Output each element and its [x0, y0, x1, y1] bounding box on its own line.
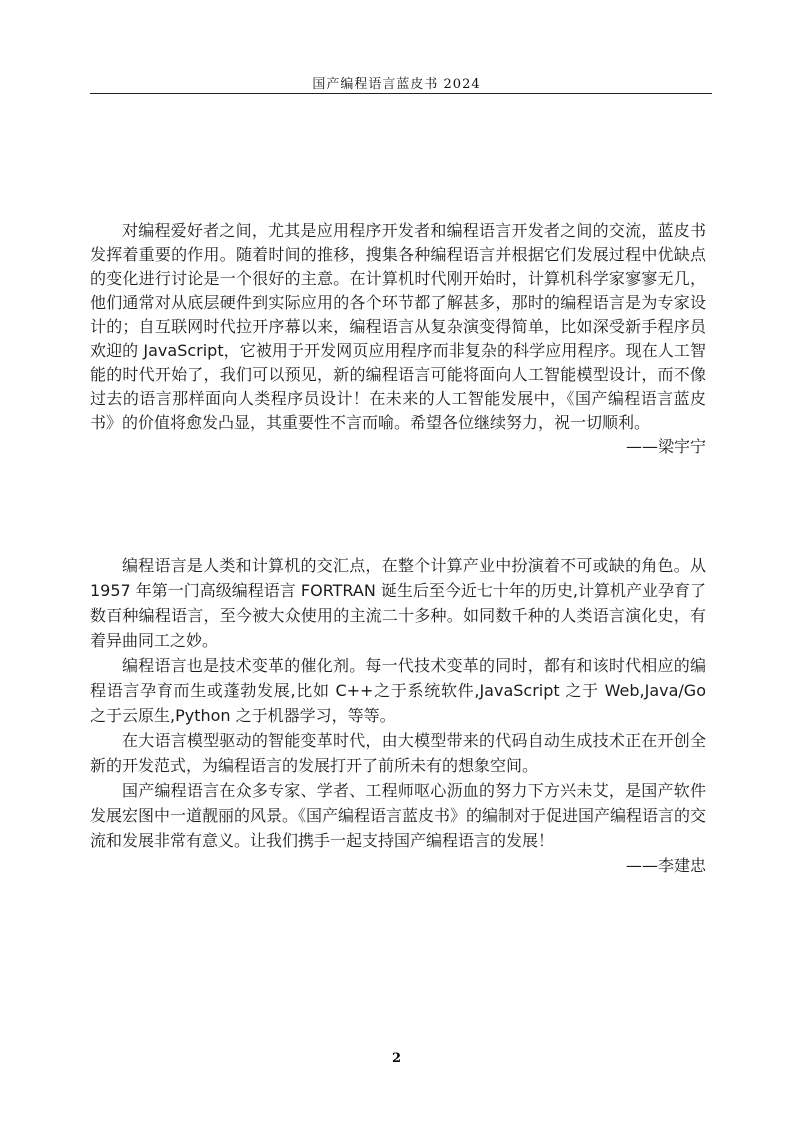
foreword-section-1	[90, 219, 706, 459]
foreword-2-paragraph: 在大语言模型驱动的智能变革时代，由大模型带来的代码自动生成技术正在开创全新的开发范式，为编程语言的发展打开了前所未有的想象空间。	[90, 731, 706, 775]
header-divider	[90, 93, 712, 94]
page-number: 2	[391, 1051, 402, 1066]
foreword-2-paragraph: 编程语言是人类和计算机的交汇点，在整个计算产业中扮演着不可或缺的角色。从 1957 年第一门高级编程语言 FORTRAN 诞生后至今近七十年的历史,计算机产业孕育了数百种编程语言，至今被大众使用的主流二十多种。如同数千种的人类语言演化史，有着异曲同工之妙。	[90, 556, 706, 650]
foreword-section-2	[90, 553, 706, 878]
foreword-2-paragraph: 编程语言也是技术变革的催化剂。每一代技术变革的同时，都有和该时代相应的编程语言孕育而生或蓬勃发展,比如 C++之于系统软件,JavaScript 之于 Web,Java/Go 之于云原生,Python 之于机器学习，等等。	[90, 656, 706, 725]
foreword-1-paragraph: 对编程爱好者之间，尤其是应用程序开发者和编程语言开发者之间的交流，蓝皮书发挥着重要的作用。随着时间的推移，搜集各种编程语言并根据它们发展过程中优缺点的变化进行讨论是一个很好的主意。在计算机时代刚开始时，计算机科学家寥寥无几，他们通常对从底层硬件到实际应用的各个环节都了解甚多，那时的编程语言是为专家设计的；自互联网时代拉开序幕以来，编程语言从复杂演变得简单，比如深受新手程序员欢迎的 JavaScript，它被用于开发网页应用程序而非复杂的科学应用程序。现在人工智能的时代开始了，我们可以预见，新的编程语言可能将面向人工智能模型设计，而不像过去的语言那样面向人类程序员设计！在未来的人工智能发展中，《国产编程语言蓝皮书》的价值将愈发凸显，其重要性不言而喻。希望各位继续努力，祝一切顺利。	[90, 221, 706, 432]
foreword-2-signature: ——李建忠	[625, 856, 706, 875]
page-header-title: 国产编程语言蓝皮书 2024	[312, 77, 481, 92]
foreword-1-signature: ——梁宇宁	[625, 437, 706, 456]
foreword-2-paragraph: 国产编程语言在众多专家、学者、工程师呕心沥血的努力下方兴未艾，是国产软件发展宏图中一道靓丽的风景。《国产编程语言蓝皮书》的编制对于促进国产编程语言的交流和发展非常有意义。让我们携手一起支持国产编程语言的发展！	[90, 781, 707, 850]
